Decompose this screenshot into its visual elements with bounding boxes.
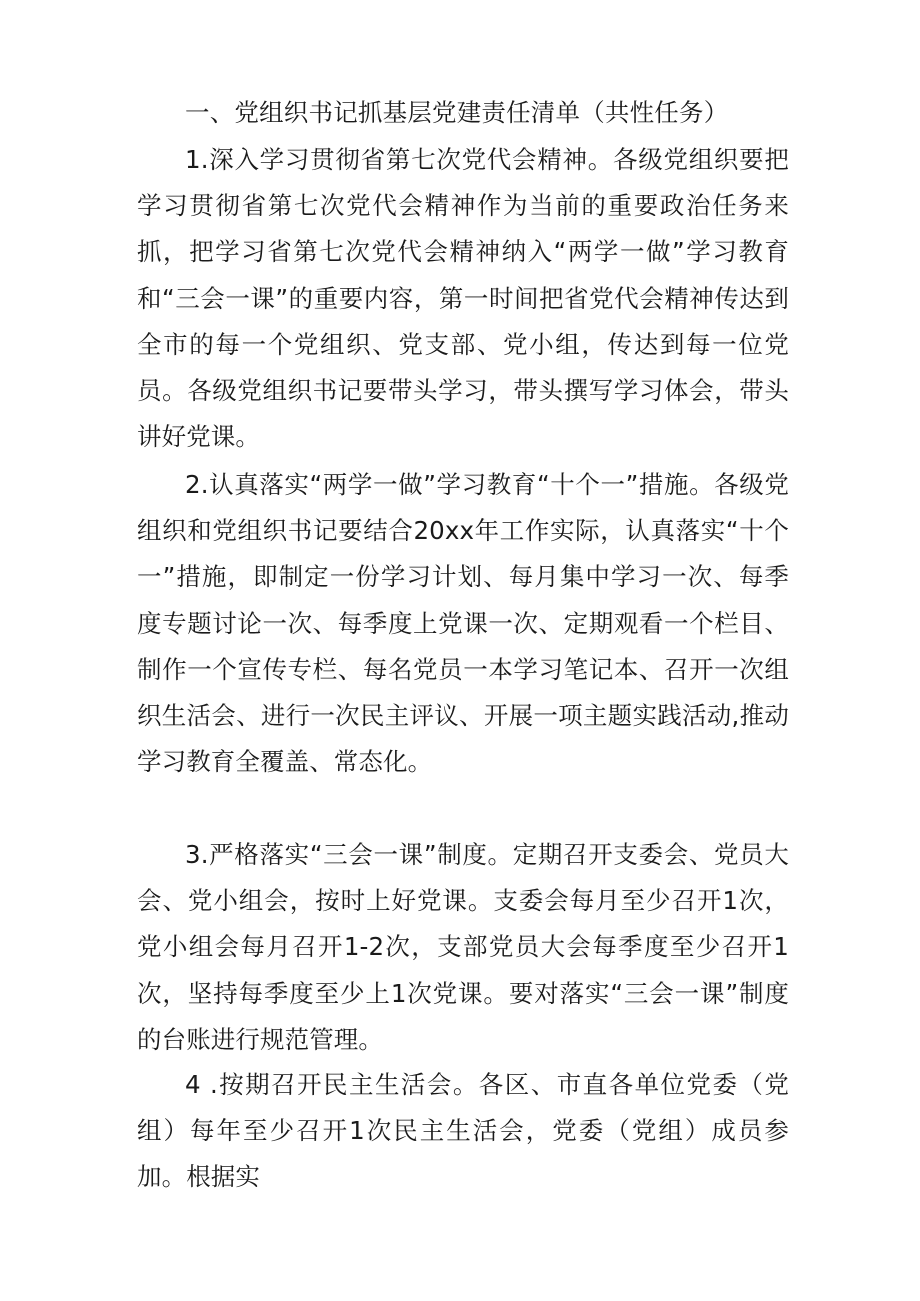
paragraph-3: 3.严格落实“三会一课”制度。定期召开支委会、党员大会、党小组会，按时上好党课。支委会每月至少召开1次，党小组会每月召开1-2次，支部党员大会每季度至少召开1次，坚持每季度至少上1次党课。要对落实“三会一课”制度的台账进行规范管理。: [137, 840, 789, 1054]
paragraph-2: 2.认真落实“两学一做”学习教育“十个一”措施。各级党组织和党组织书记要结合20xx年工作实际，认真落实“十个一”措施，即制定一份学习计划、每月集中学习一次、每季度专题讨论一次、每季度上党课一次、定期观看一个栏目、制作一个宣传专栏、每名党员一本学习笔记本、召开一次组织生活会、进行一次民主评议、开展一项主题实践活动,推动学习教育全覆盖、常态化。: [137, 470, 789, 777]
paragraph-1: 1.深入学习贯彻省第七次党代会精神。各级党组织要把学习贯彻省第七次党代会精神作为当前的重要政治任务来抓，把学习省第七次党代会精神纳入“两学一做”学习教育和“三会一课”的重要内容，第一时间把省党代会精神传达到全市的每一个党组织、党支部、党小组，传达到每一位党员。各级党组织书记要带头学习，带头撰写学习体会，带头讲好党课。: [137, 145, 789, 452]
paragraph-4: 4 .按期召开民主生活会。各区、市直各单位党委（党组）每年至少召开1次民主生活会，党委（党组）成员参加。根据实: [137, 1070, 789, 1192]
section-heading: 一、党组织书记抓基层党建责任清单（共性任务）: [185, 98, 729, 127]
